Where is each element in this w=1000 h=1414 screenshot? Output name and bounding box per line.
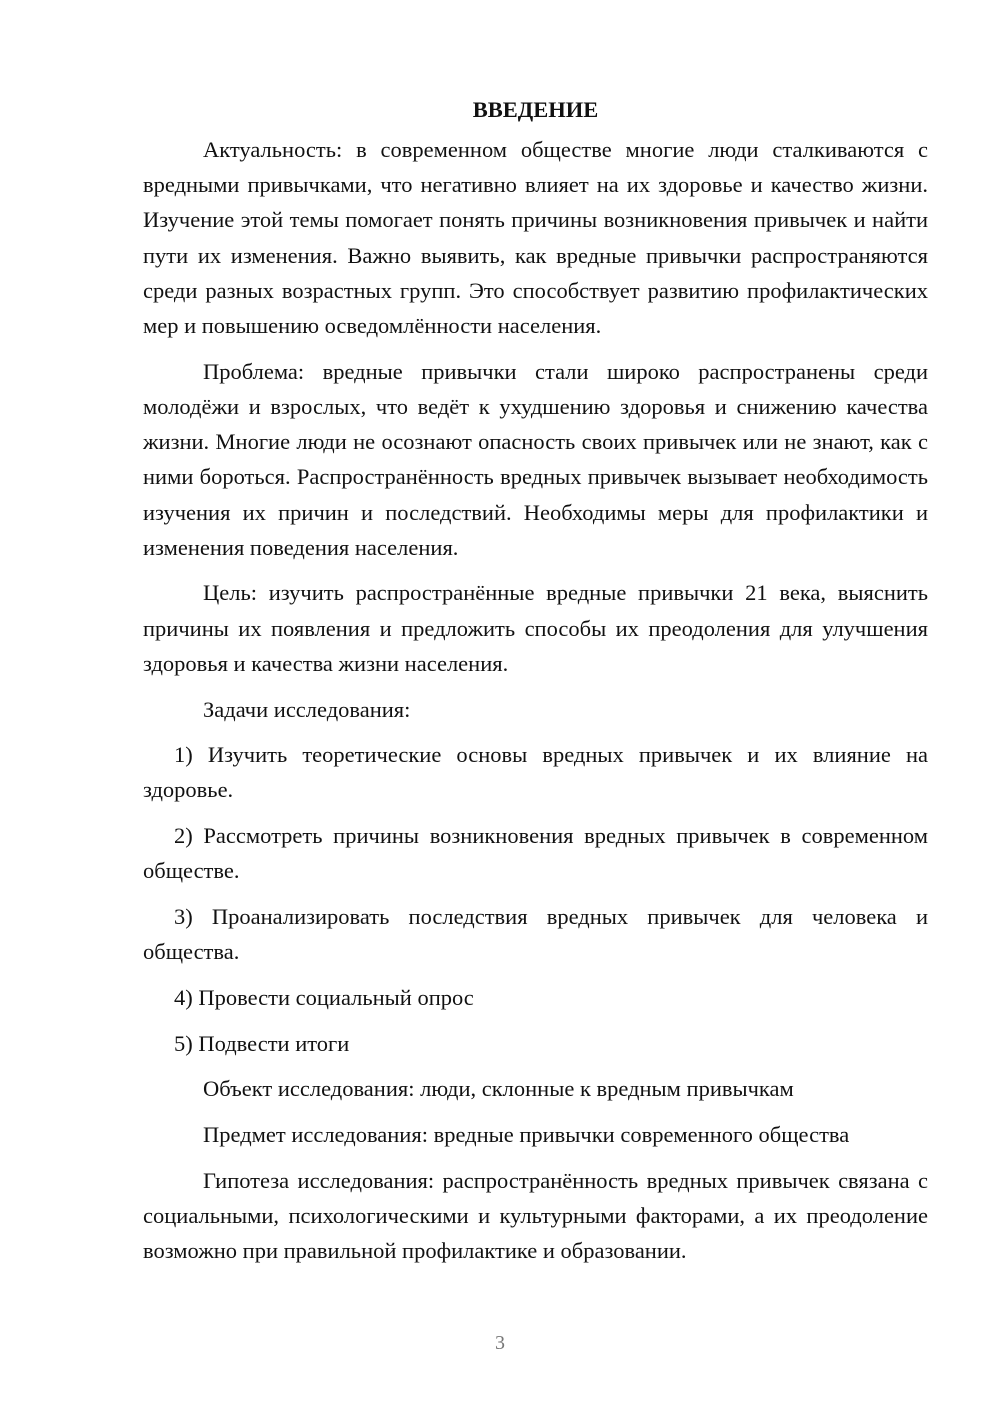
task-item-1: 1) Изучить теоретические основы вредных привычек и их влияние на здоровье. bbox=[143, 742, 928, 803]
page-title: ВВЕДЕНИЕ bbox=[472, 97, 599, 122]
research-object: Объект исследования: люди, склонные к вредным привычкам bbox=[203, 1076, 794, 1102]
task-item-2: 2) Рассмотреть причины возникновения вредных привычек в современном обществе. bbox=[143, 823, 928, 884]
task-item-5: 5) Подвести итоги bbox=[174, 1030, 350, 1056]
document-body bbox=[143, 92, 928, 1279]
goal-paragraph: Цель: изучить распространённые вредные привычки 21 века, выяснить причины их появления и предложить способы их преодоления для улучшения здоровья и качества жизни населения. bbox=[143, 580, 928, 676]
task-item-4: 4) Провести социальный опрос bbox=[174, 984, 474, 1010]
page-number: 3 bbox=[495, 1332, 505, 1354]
tasks-heading: Задачи исследования: bbox=[203, 696, 411, 722]
problem-paragraph: Проблема: вредные привычки стали широко распространены среди молодёжи и взрослых, что ведёт к ухудшению здоровья и снижению качества жизни. Многие люди не осознают опасность своих привычек или не знают, как с ними бороться. Распространённость вредных привычек вызывает необходимость изучения их причин и последствий. Необходимы меры для профилактики и изменения поведения населения. bbox=[143, 358, 928, 560]
task-item-3: 3) Проанализировать последствия вредных привычек для человека и общества. bbox=[143, 904, 928, 965]
relevance-paragraph: Актуальность: в современном обществе многие люди сталкиваются с вредными привычками, что негативно влияет на их здоровье и качество жизни. Изучение этой темы помогает понять причины возникновения привычек и найти пути их изменения. Важно выявить, как вредные привычки распространяются среди разных возрастных групп. Это способствует развитию профилактических мер и повышению осведомлённости населения. bbox=[143, 137, 928, 339]
research-subject: Предмет исследования: вредные привычки современного общества bbox=[203, 1122, 850, 1148]
research-hypothesis: Гипотеза исследования: распространённость вредных привычек связана с социальными, психологическими и культурными факторами, а их преодоление возможно при правильной профилактике и образовании. bbox=[143, 1167, 928, 1264]
